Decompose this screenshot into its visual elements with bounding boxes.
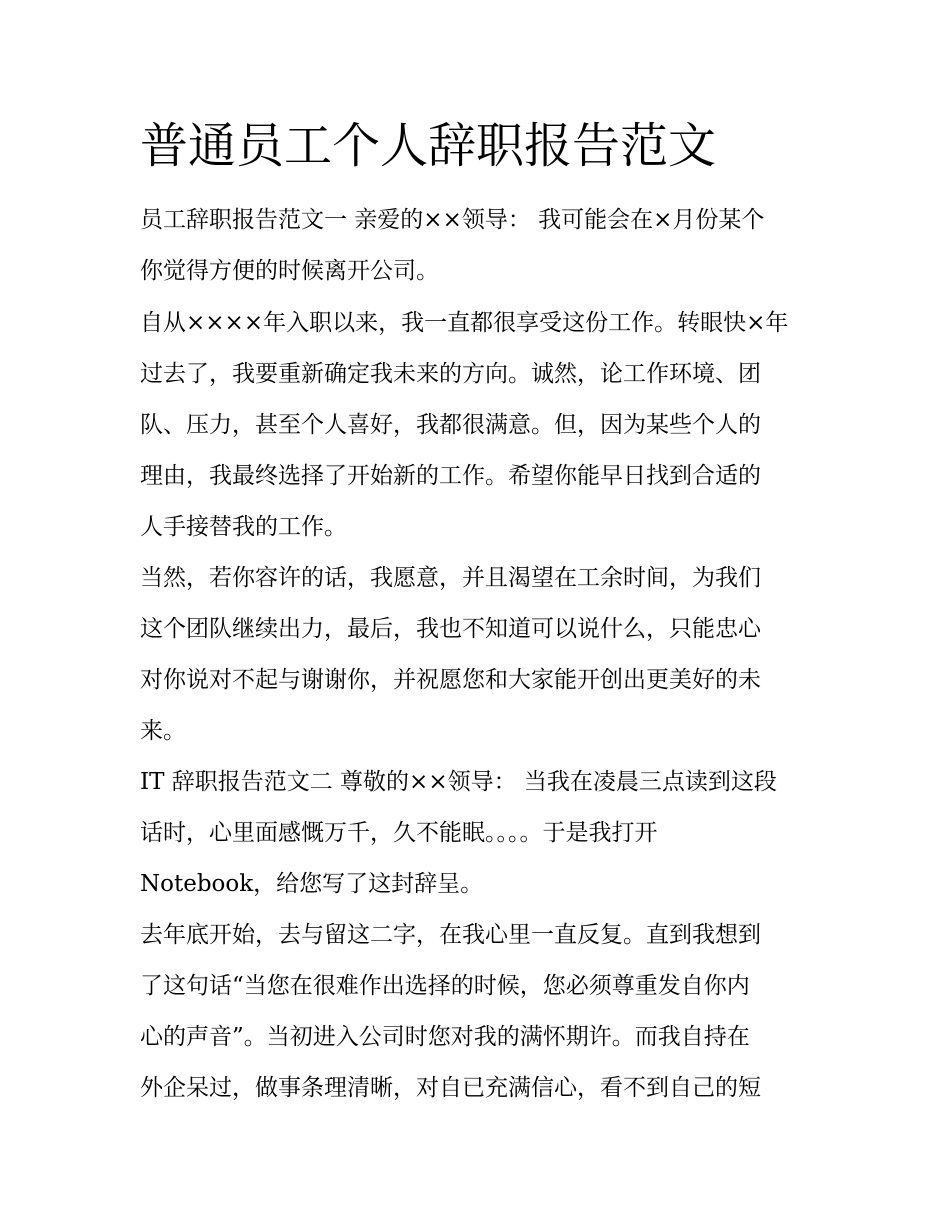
- text-line-17: 心的声音”。当初进入公司时您对我的满怀期许。而我自持在: [140, 1024, 750, 1050]
- text-line-5: 队、压力，甚至个人喜好，我都很满意。但，因为某些个人的: [140, 412, 761, 438]
- text-line-12: IT 辞职报告范文二 尊敬的××领导： 当我在凌晨三点读到这段: [140, 769, 777, 795]
- text-line-6: 理由，我最终选择了开始新的工作。希望你能早日找到合适的: [140, 463, 761, 489]
- text-line-11: 来。: [140, 718, 186, 744]
- text-line-1: 员工辞职报告范文一 亲爱的××领导： 我可能会在×月份某个: [140, 207, 765, 233]
- text-line-13: 话时，心里面感慨万千，久不能眠。。。。于是我打开: [140, 820, 658, 846]
- text-line-7: 人手接替我的工作。: [140, 514, 347, 540]
- text-line-18: 外企呆过，做事条理清晰，对自已充满信心，看不到自己的短: [140, 1075, 761, 1101]
- text-line-9: 这个团队继续出力，最后，我也不知道可以说什么，只能忠心: [140, 616, 761, 642]
- text-line-14: Notebook，给您写了这封辞呈。: [140, 871, 484, 897]
- text-line-15: 去年底开始，去与留这二字，在我心里一直反复。直到我想到: [140, 922, 761, 948]
- text-line-2: 你觉得方便的时候离开公司。: [140, 258, 439, 284]
- text-line-16: 了这句话“当您在很难作出选择的时候，您必须尊重发自你内: [140, 973, 750, 999]
- document-title: 普通员工个人辞职报告范文: [140, 118, 717, 174]
- text-line-8: 当然，若你容许的话，我愿意，并且渴望在工余时间，为我们: [140, 565, 761, 591]
- text-line-3: 自从××××年入职以来，我一直都很享受这份工作。转眼快×年: [140, 310, 789, 336]
- text-line-10: 对你说对不起与谢谢你，并祝愿您和大家能开创出更美好的未: [140, 667, 761, 693]
- text-line-4: 过去了，我要重新确定我未来的方向。诚然，论工作环境、团: [140, 361, 761, 387]
